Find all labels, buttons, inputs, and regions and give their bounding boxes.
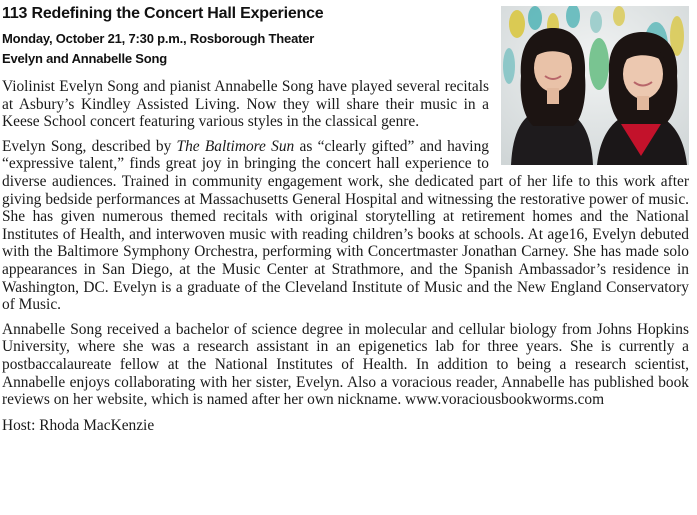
performers-photo (501, 6, 689, 165)
event-title: 113 Redefining the Concert Hall Experience (2, 5, 324, 22)
evelyn-source-title: The Baltimore Sun (176, 137, 295, 155)
host-line: Host: Rhoda MacKenzie (2, 416, 155, 434)
event-performers: Evelyn and Annabelle Song (2, 51, 167, 66)
evelyn-text-before: Evelyn Song, described by (2, 137, 177, 155)
annabelle-paragraph (2, 321, 689, 409)
intro-paragraph: Violinist Evelyn Song and pianist Annabelle Song have played several recitals at Asbury’s Kindley Assisted Living. Now they will share their music in a Keese School concert featuring various styles in the classical genre. (2, 78, 489, 131)
event-description (2, 78, 689, 441)
annabelle-text: Annabelle Song received a bachelor of science degree in molecular and cellular biology from Johns Hopkins University, where she was a research assistant in an epigenetics lab for three years. She is currently a postbaccalaureate fellow at the National Institutes of Health. In addition to being a research scientist, Annabelle enjoys collaborating with her sister, Evelyn. Also a voracious reader, Annabelle has published book reviews on her website, which is named after her own nickname. (2, 320, 689, 409)
evelyn-text-after: as “clearly gifted” and having “expressive talent,” finds great joy in bringing the concert hall experience to diverse audiences. Trained in community engagement work, she dedicated part of her life to this work after giving bedside performances at Massachusetts General Hospital and witnessing the restorative power of music. She has given numerous themed recitals with original storytelling at retirement homes and the National Institutes of Health, and interwoven music with reading children’s books at schools. At age16, Evelyn debuted with the Baltimore Symphony Orchestra, performing with Concertmaster Jonathan Carney. She has made solo appearances in San Diego, at the Music Center at Strathmore, and the Spanish Ambassador’s residence in Washington, DC. Evelyn is a graduate of the Cleveland Institute of Music and the New England Conservatory of Music. (2, 137, 689, 314)
event-date-venue: Monday, October 21, 7:30 p.m., Rosborough Theater (2, 31, 315, 46)
website-link[interactable]: www.voraciousbookworms.com (405, 391, 605, 409)
performers-photo-image (501, 6, 689, 165)
